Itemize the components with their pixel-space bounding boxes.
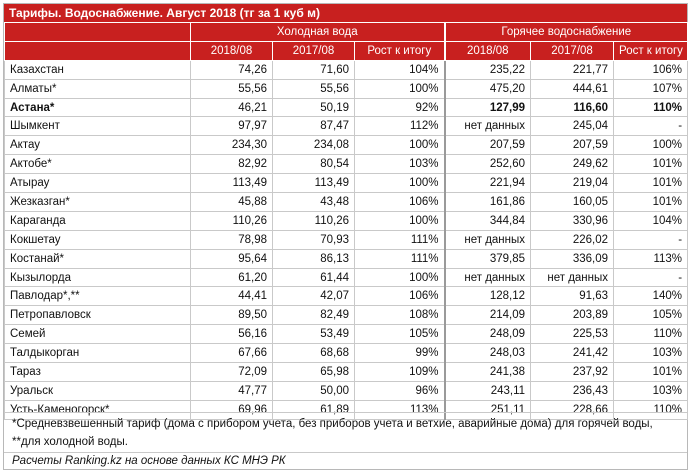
cell-hg: - [614,268,688,287]
col-cold-growth: Рост к итогу [355,41,445,60]
cell-cg: 100% [355,268,445,287]
cell-cg: 99% [355,344,445,363]
cell-h17: 225,53 [531,325,614,344]
cell-h18: нет данных [445,230,531,249]
cell-h18: 161,86 [445,193,531,212]
cell-hg: 105% [614,306,688,325]
cell-c18: 47,77 [191,381,273,400]
table-row [5,325,688,344]
cell-h17: 91,63 [531,287,614,306]
cell-h18: 243,11 [445,381,531,400]
table-body [5,60,688,419]
cell-c18: 97,97 [191,117,273,136]
cell-hg: 103% [614,381,688,400]
group-hot-water: Горячее водоснабжение [445,23,688,42]
header-corner-2 [5,41,191,60]
cell-c18: 113,49 [191,174,273,193]
cell-h17: 237,92 [531,363,614,382]
cell-c17: 68,68 [273,344,355,363]
table-row [5,60,688,79]
row-city: Талдыкорган [5,344,191,363]
cell-h18: 241,38 [445,363,531,382]
cell-h17: 245,04 [531,117,614,136]
cell-cg: 111% [355,230,445,249]
col-hot-2018: 2018/08 [445,41,531,60]
cell-h17: 236,43 [531,381,614,400]
cell-h17: 249,62 [531,155,614,174]
cell-c18: 110,26 [191,211,273,230]
cell-h18: 248,03 [445,344,531,363]
row-city: Атырау [5,174,191,193]
cell-h17: 160,05 [531,193,614,212]
cell-c17: 80,54 [273,155,355,174]
cell-c17: 42,07 [273,287,355,306]
cell-c18: 72,09 [191,363,273,382]
row-city: Уральск [5,381,191,400]
row-city: Шымкент [5,117,191,136]
cell-h17: 241,42 [531,344,614,363]
cell-cg: 106% [355,287,445,306]
cell-cg: 100% [355,211,445,230]
table-row [5,98,688,117]
cell-hg: 110% [614,98,688,117]
cell-c17: 110,26 [273,211,355,230]
cell-h17: 221,77 [531,60,614,79]
cell-h18: нет данных [445,268,531,287]
cell-cg: 104% [355,60,445,79]
table-row [5,136,688,155]
row-city: Тараз [5,363,191,382]
cell-hg: 110% [614,400,688,419]
table-row [5,249,688,268]
cell-cg: 100% [355,174,445,193]
cell-h18: 252,60 [445,155,531,174]
table-row [5,193,688,212]
cell-cg: 112% [355,117,445,136]
cell-h18: 207,59 [445,136,531,155]
table-row [5,381,688,400]
col-cold-2017: 2017/08 [273,41,355,60]
row-city: Усть-Каменогорск* [5,400,191,419]
table-row [5,363,688,382]
cell-h17: 207,59 [531,136,614,155]
cell-h18: 251,11 [445,400,531,419]
cell-h17: 219,04 [531,174,614,193]
cell-c18: 55,56 [191,79,273,98]
row-city: Костанай* [5,249,191,268]
cell-c18: 74,26 [191,60,273,79]
cell-cg: 92% [355,98,445,117]
cell-c17: 71,60 [273,60,355,79]
header-corner [5,23,191,42]
row-city: Астана* [5,98,191,117]
cell-c17: 113,49 [273,174,355,193]
footnote: *Средневзвешенный тариф (дома с прибором учета, без приборов учета и ветхие, аварийные дома) для горячей воды, **для холодной воды. [4,412,687,452]
row-city: Кызылорда [5,268,191,287]
cell-c17: 87,47 [273,117,355,136]
cell-c18: 95,64 [191,249,273,268]
cell-cg: 106% [355,193,445,212]
cell-h17: 336,09 [531,249,614,268]
cell-hg: 104% [614,211,688,230]
cell-h18: 344,84 [445,211,531,230]
cell-c18: 56,16 [191,325,273,344]
row-city: Актау [5,136,191,155]
table-row [5,79,688,98]
cell-c17: 50,19 [273,98,355,117]
row-city: Жезказган* [5,193,191,212]
row-city: Семей [5,325,191,344]
cell-c17: 65,98 [273,363,355,382]
table-title: Тарифы. Водоснабжение. Август 2018 (тг за 1 куб м) [4,4,687,22]
cell-hg: 110% [614,325,688,344]
cell-hg: 101% [614,155,688,174]
cell-h18: 221,94 [445,174,531,193]
cell-c17: 53,49 [273,325,355,344]
cell-c17: 61,89 [273,400,355,419]
cell-cg: 105% [355,325,445,344]
cell-c18: 78,98 [191,230,273,249]
cell-c18: 45,88 [191,193,273,212]
cell-c17: 43,48 [273,193,355,212]
cell-hg: 101% [614,193,688,212]
cell-c17: 55,56 [273,79,355,98]
cell-hg: - [614,117,688,136]
cell-h18: 248,09 [445,325,531,344]
table-row [5,155,688,174]
cell-c17: 82,49 [273,306,355,325]
cell-hg: 140% [614,287,688,306]
cell-cg: 100% [355,79,445,98]
cell-hg: 101% [614,363,688,382]
cell-h17: нет данных [531,268,614,287]
table-row [5,306,688,325]
cell-cg: 103% [355,155,445,174]
cell-c18: 44,41 [191,287,273,306]
table-row [5,211,688,230]
cell-h18: 128,12 [445,287,531,306]
row-city: Петропавловск [5,306,191,325]
cell-h17: 116,60 [531,98,614,117]
table-row [5,117,688,136]
tariff-table-panel [3,3,688,470]
cell-h17: 228,66 [531,400,614,419]
table-row [5,230,688,249]
cell-c18: 234,30 [191,136,273,155]
cell-h18: 127,99 [445,98,531,117]
table-row [5,287,688,306]
cell-h18: 475,20 [445,79,531,98]
table-row [5,344,688,363]
table-row [5,174,688,193]
cell-h17: 226,02 [531,230,614,249]
cell-cg: 113% [355,400,445,419]
cell-cg: 100% [355,136,445,155]
cell-h18: 214,09 [445,306,531,325]
row-city: Алматы* [5,79,191,98]
row-city: Караганда [5,211,191,230]
cell-h18: 235,22 [445,60,531,79]
header-column-row [5,41,688,60]
cell-hg: 113% [614,249,688,268]
cell-h18: 379,85 [445,249,531,268]
col-hot-2017: 2017/08 [531,41,614,60]
col-cold-2018: 2018/08 [191,41,273,60]
cell-hg: 106% [614,60,688,79]
cell-c17: 234,08 [273,136,355,155]
cell-c18: 89,50 [191,306,273,325]
cell-hg: 101% [614,174,688,193]
cell-hg: 100% [614,136,688,155]
cell-cg: 111% [355,249,445,268]
group-cold-water: Холодная вода [191,23,445,42]
cell-c18: 46,21 [191,98,273,117]
cell-hg: - [614,230,688,249]
cell-hg: 103% [614,344,688,363]
cell-cg: 108% [355,306,445,325]
cell-h17: 330,96 [531,211,614,230]
table-header [5,23,688,61]
cell-c18: 69,96 [191,400,273,419]
cell-h17: 203,89 [531,306,614,325]
row-city: Актобе* [5,155,191,174]
col-hot-growth: Рост к итогу [614,41,688,60]
table-row [5,268,688,287]
cell-c17: 50,00 [273,381,355,400]
cell-hg: 107% [614,79,688,98]
cell-c17: 70,93 [273,230,355,249]
row-city: Павлодар*,** [5,287,191,306]
cell-h17: 444,61 [531,79,614,98]
cell-c17: 86,13 [273,249,355,268]
source-note: Расчеты Ranking.kz на основе данных КС МНЭ РК [4,452,687,470]
cell-c18: 67,66 [191,344,273,363]
row-city: Кокшетау [5,230,191,249]
tariff-table [4,22,688,420]
cell-c17: 61,44 [273,268,355,287]
cell-cg: 96% [355,381,445,400]
cell-c18: 61,20 [191,268,273,287]
header-group-row [5,23,688,42]
cell-cg: 109% [355,363,445,382]
cell-h18: нет данных [445,117,531,136]
row-city: Казахстан [5,60,191,79]
cell-c18: 82,92 [191,155,273,174]
